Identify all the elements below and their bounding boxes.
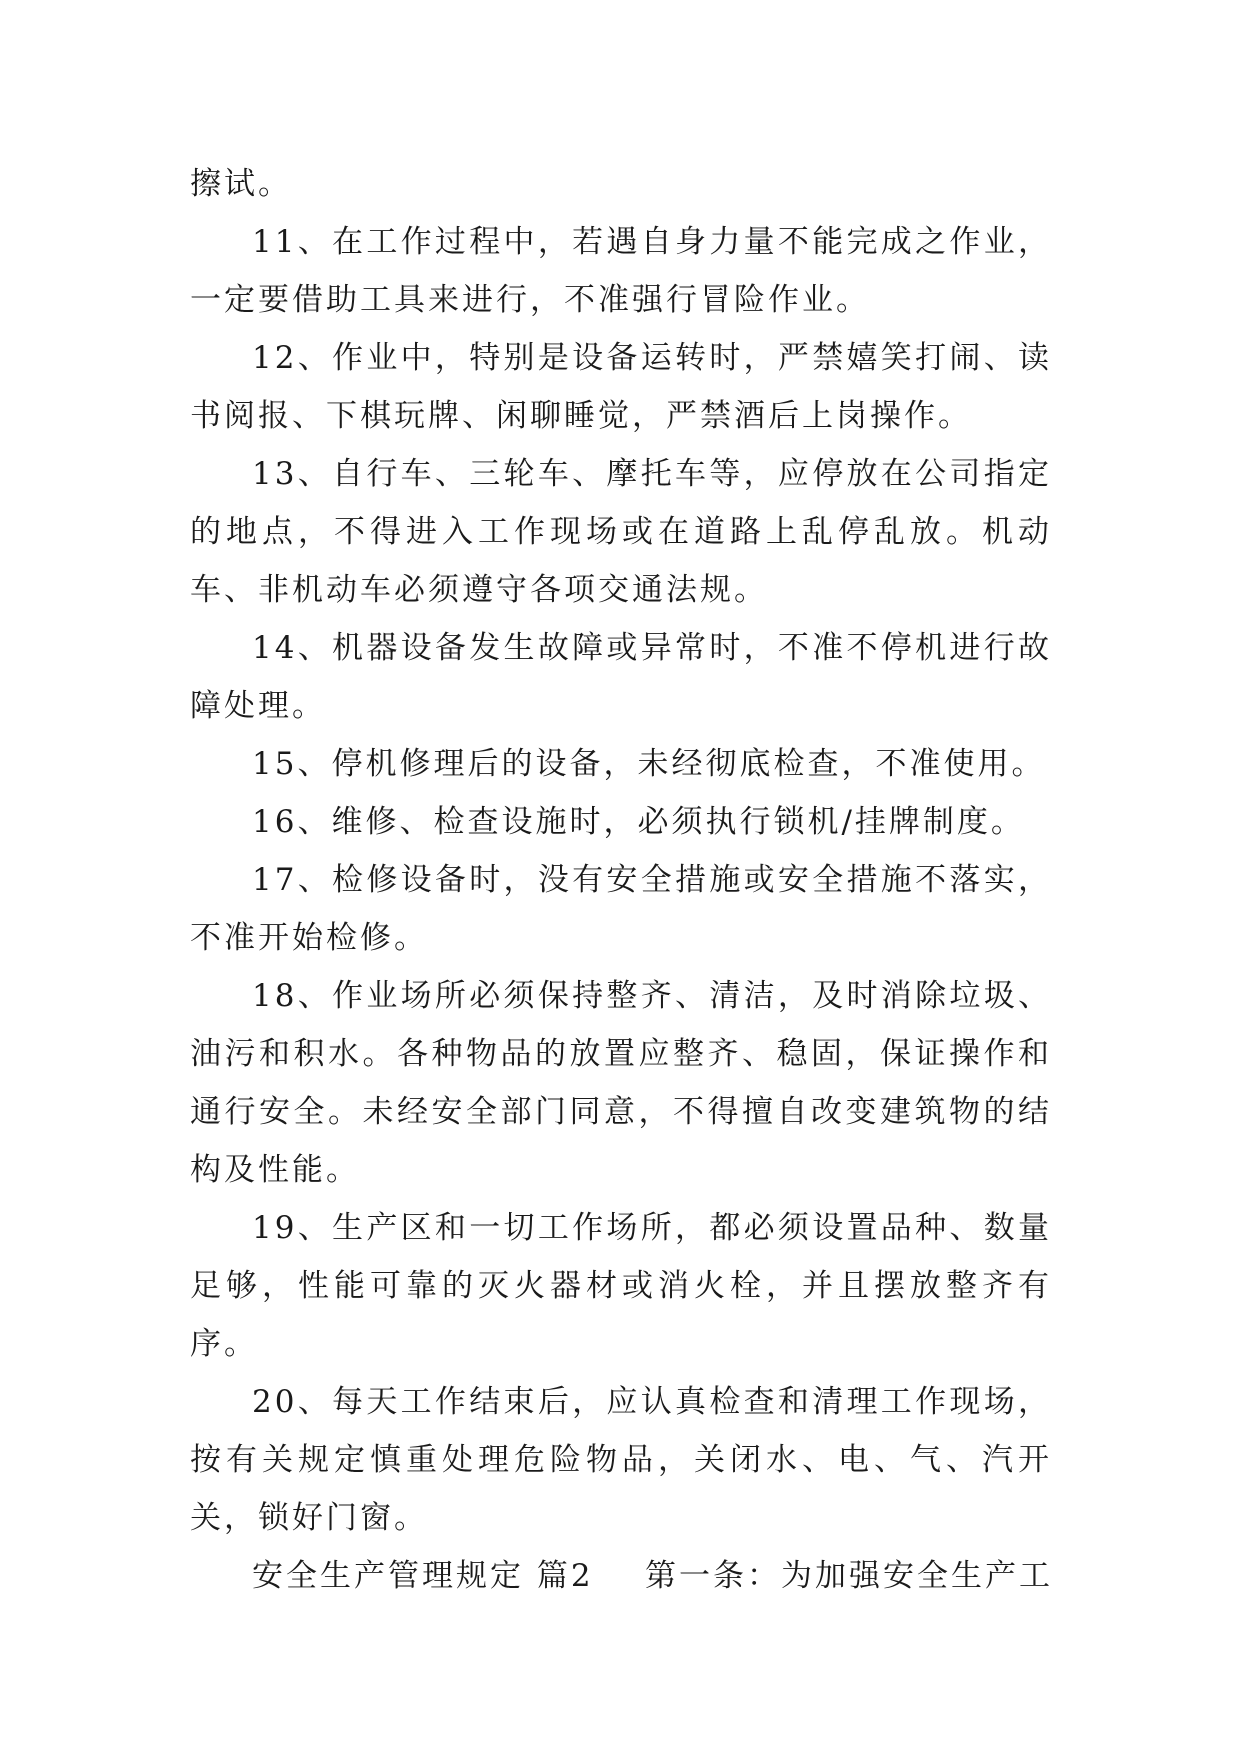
paragraph-item-19: 19、生产区和一切工作场所，都必须设置品种、数量足够，性能可靠的灭火器材或消火栓，并且摆放整齐有序。	[190, 1210, 1052, 1362]
paragraph-item-17: 17、检修设备时，没有安全措施或安全措施不落实，不准开始检修。	[190, 862, 1052, 956]
section-heading-line: 安全生产管理规定 篇2 第一条：为加强安全生产工	[252, 1558, 1053, 1594]
paragraph-item-12: 12、作业中，特别是设备运转时，严禁嬉笑打闹、读书阅报、下棋玩牌、闲聊睡觉，严禁酒后上岗操作。	[190, 340, 1052, 434]
paragraph-item-18: 18、作业场所必须保持整齐、清洁，及时消除垃圾、油污和积水。各种物品的放置应整齐、稳固，保证操作和通行安全。未经安全部门同意，不得擅自改变建筑物的结构及性能。	[190, 978, 1052, 1188]
paragraph-item-13: 13、自行车、三轮车、摩托车等，应停放在公司指定的地点，不得进入工作现场或在道路上乱停乱放。机动车、非机动车必须遵守各项交通法规。	[190, 456, 1052, 608]
paragraph-item-20: 20、每天工作结束后，应认真检查和清理工作现场，按有关规定慎重处理危险物品，关闭水、电、气、汽开关，锁好门窗。	[190, 1384, 1052, 1536]
body-text	[190, 155, 1052, 1605]
paragraph-item-16: 16、维修、检查设施时，必须执行锁机/挂牌制度。	[252, 804, 1025, 840]
paragraph-item-14: 14、机器设备发生故障或异常时，不准不停机进行故障处理。	[190, 630, 1052, 724]
paragraph-item-11: 11、在工作过程中，若遇自身力量不能完成之作业，一定要借助工具来进行，不准强行冒险作业。	[190, 224, 1052, 318]
paragraph-continuation: 擦试。	[190, 166, 292, 202]
paragraph-item-15: 15、停机修理后的设备，未经彻底检查，不准使用。	[252, 746, 1046, 782]
